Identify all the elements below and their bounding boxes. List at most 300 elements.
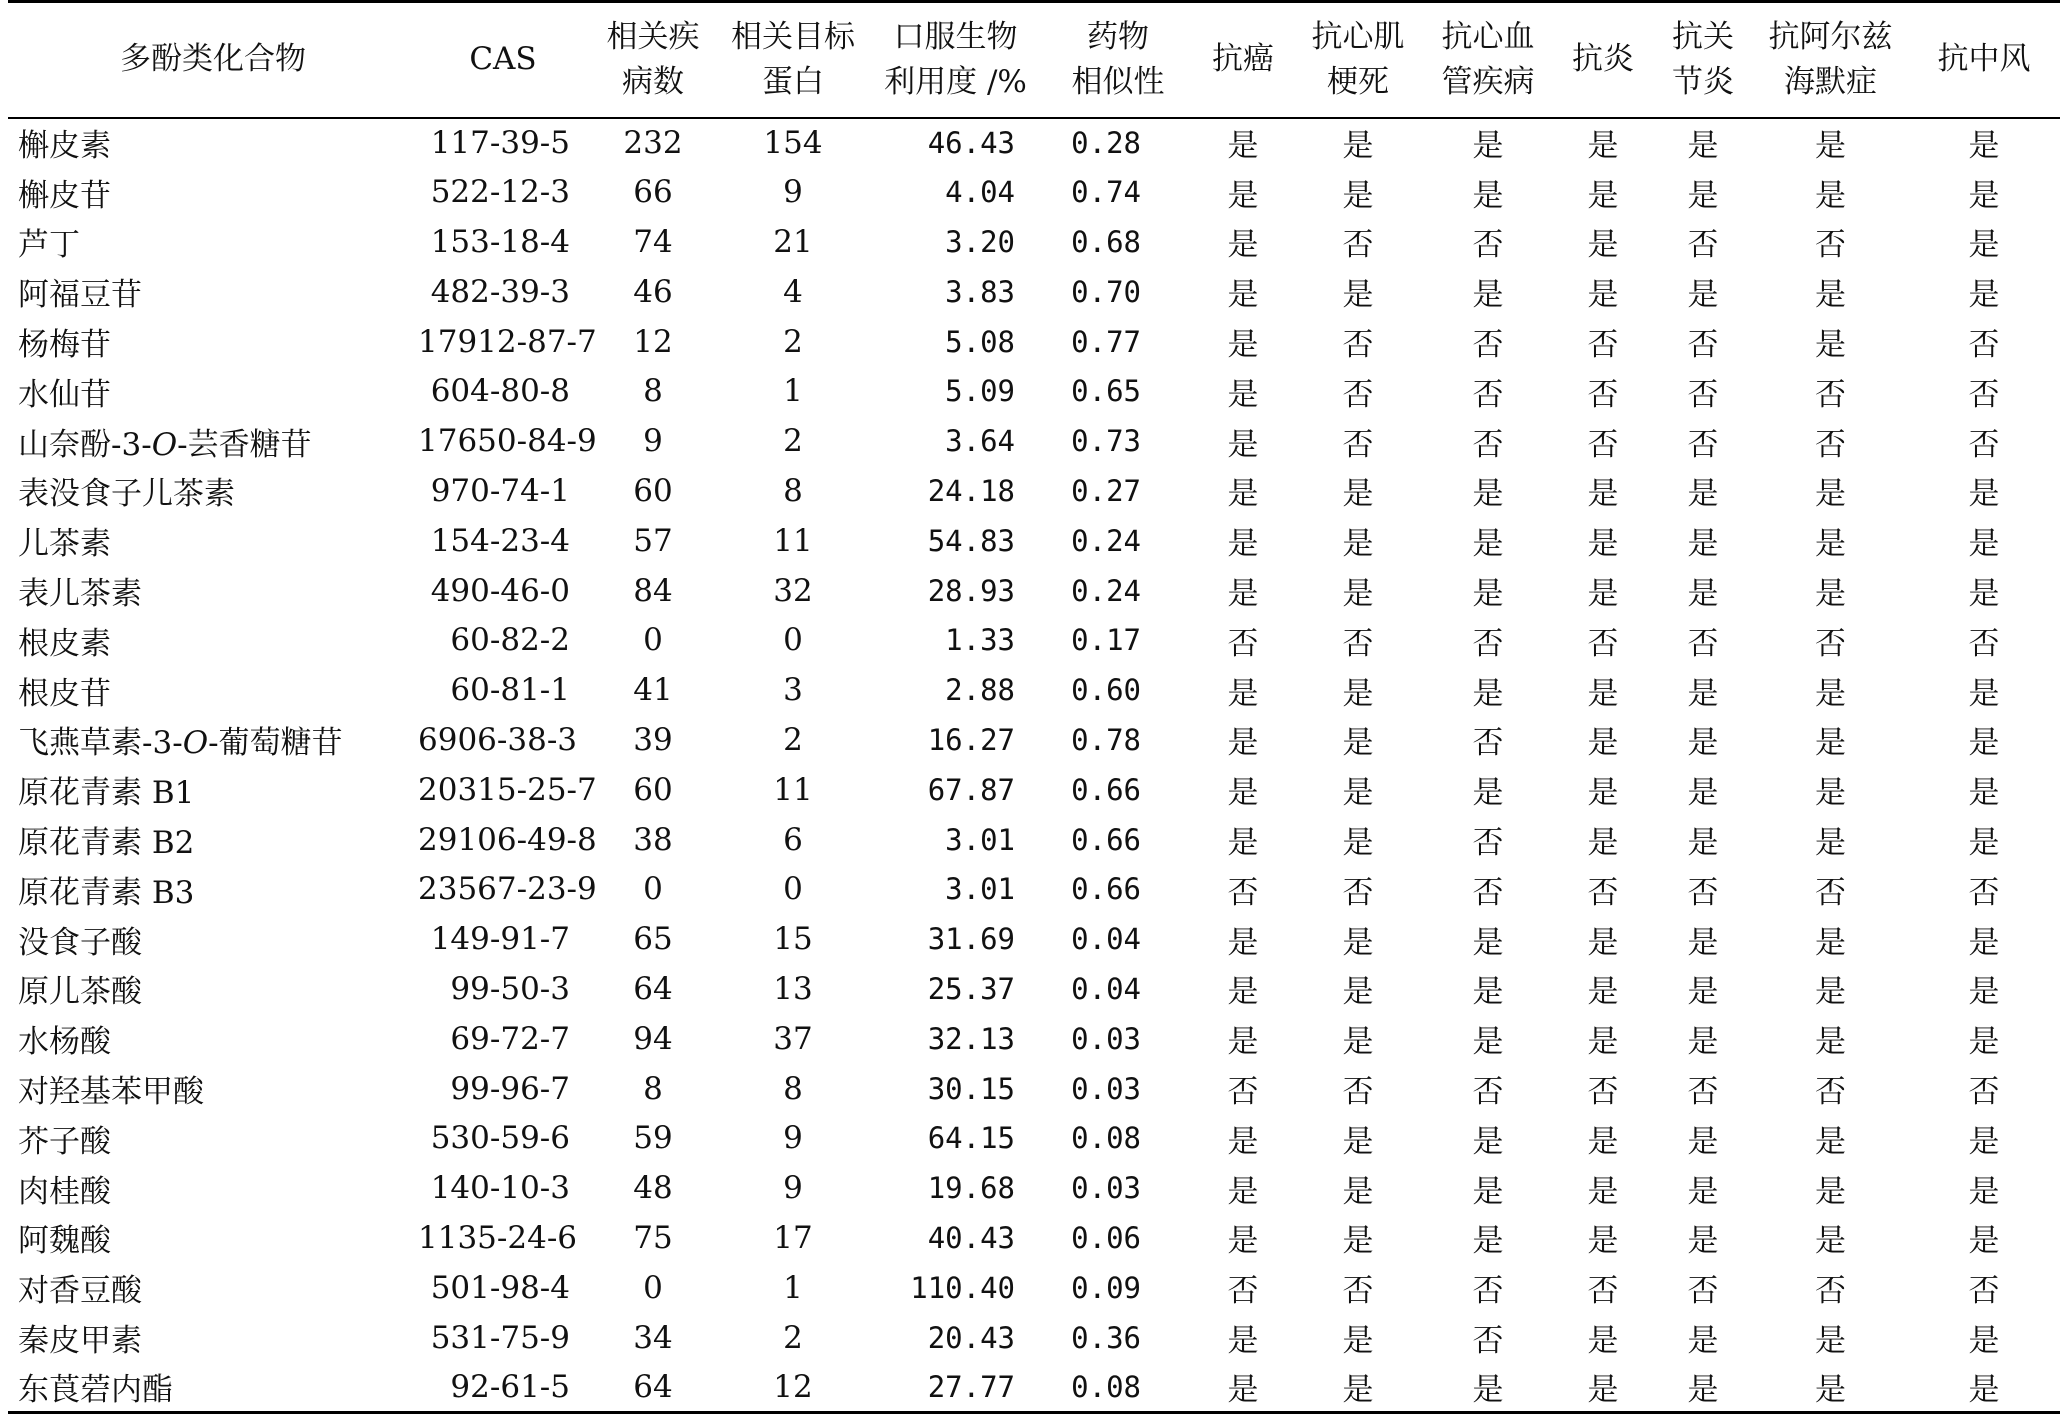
bioavailability-value: 28.93 [927,573,1015,608]
activity-flag: 是 [1227,825,1259,862]
activity-flag: 是 [1342,825,1374,862]
target-count: 13 [773,970,813,1007]
activity-flag: 是 [1753,1362,1908,1412]
activity-flag: 是 [1587,128,1619,165]
target-count: 3 [783,672,803,709]
activity-flag: 是 [1687,1323,1719,1360]
activity-flag: 是 [1587,1123,1619,1160]
activity-flag: 是 [1227,675,1259,712]
activity-flag: 是 [1342,177,1374,214]
header-line: 抗中风 [1937,41,2031,78]
activity-flag: 是 [1227,476,1259,513]
bioavailability-value: 3.83 [945,274,1015,309]
compound-name: 山奈酚-3-O-芸香糖苷 [18,426,312,463]
table-row [8,118,2060,168]
header-line: 病数 [622,63,684,100]
activity-flag: 是 [1227,526,1259,563]
activity-flag: 是 [1472,526,1504,563]
bioavailability-value: 25.37 [927,971,1015,1006]
header-anticancer [1193,2,1293,118]
bioavailability-value: 20.43 [927,1320,1015,1355]
activity-flag: 是 [1968,476,2000,513]
activity-flag: 是 [1342,974,1374,1011]
cas-number: 17650-84-9 [418,423,597,460]
activity-flag: 是 [1968,1024,2000,1061]
activity-flag: 是 [1815,675,1846,712]
header-line: 海默症 [1784,63,1877,100]
header-row [8,2,2060,118]
header-line: 药物 [1087,18,1149,55]
activity-flag: 是 [1342,1323,1374,1360]
activity-flag: 是 [1587,725,1619,762]
header-line: 梗死 [1327,63,1389,100]
bioavailability-value: 1.33 [945,623,1015,658]
activity-flag: 否 [1815,426,1846,463]
bioavailability-value: 46.43 [927,125,1015,160]
activity-flag: 是 [1193,1362,1293,1412]
drug-likeness-value: 0.78 [1071,722,1141,757]
table-row [8,317,2060,367]
disease-count: 0 [643,622,663,659]
table-row [8,1213,2060,1263]
activity-flag: 是 [1968,825,2000,862]
activity-flag: 是 [1687,476,1719,513]
compound-name: 儿茶素 [18,526,111,563]
activity-flag: 否 [1227,874,1259,911]
bioavailability-value: 27.77 [868,1362,1043,1412]
activity-flag: 是 [1968,775,2000,812]
activity-flag: 否 [1968,426,2000,463]
activity-flag: 是 [1687,725,1719,762]
polyphenol-table-container [8,0,2060,1414]
activity-flag: 是 [1587,177,1619,214]
activity-flag: 是 [1587,675,1619,712]
activity-flag: 否 [1587,376,1619,413]
table-row [8,1064,2060,1114]
activity-flag: 是 [1342,675,1374,712]
activity-flag: 是 [1342,725,1374,762]
target-count: 12 [718,1362,868,1412]
drug-likeness-value: 0.66 [1071,822,1141,857]
cas-number: 140-10-3 [430,1170,570,1207]
header-line: 多酚类化合物 [120,41,306,78]
activity-flag: 是 [1587,476,1619,513]
activity-flag: 否 [1472,874,1504,911]
bioavailability-value: 64.15 [927,1121,1015,1156]
activity-flag: 否 [1687,1273,1719,1310]
activity-flag: 是 [1553,1362,1653,1412]
cas-number: 117-39-5 [430,124,570,161]
compound-name: 表儿茶素 [18,576,142,613]
disease-count: 94 [633,1020,673,1057]
cas-number: 149-91-7 [430,921,570,958]
activity-flag: 是 [1587,1024,1619,1061]
header-line: 抗心肌 [1311,18,1405,55]
cas-number: 60-82-2 [450,622,570,659]
activity-flag: 是 [1815,177,1846,214]
activity-flag: 否 [1687,376,1719,413]
activity-flag: 是 [1587,277,1619,314]
activity-flag: 否 [1815,1074,1846,1111]
activity-flag: 否 [1687,227,1719,264]
table-body [8,118,2060,1413]
cas-number: 99-50-3 [450,970,570,1007]
target-count: 9 [783,1170,803,1207]
bioavailability-value: 31.69 [927,922,1015,957]
activity-flag: 否 [1472,725,1504,762]
disease-count: 9 [643,423,663,460]
bioavailability-value: 3.01 [945,822,1015,857]
header-line: 抗癌 [1212,41,1274,78]
drug-likeness-value: 0.70 [1071,274,1141,309]
disease-count: 64 [588,1362,718,1412]
target-count: 11 [773,522,813,559]
activity-flag: 是 [1968,1123,2000,1160]
drug-likeness-value: 0.68 [1071,224,1141,259]
activity-flag: 是 [1472,1123,1504,1160]
activity-flag: 是 [1423,1362,1553,1412]
target-count: 17 [773,1219,813,1256]
activity-flag: 是 [1687,974,1719,1011]
activity-flag: 是 [1342,1024,1374,1061]
activity-flag: 否 [1342,874,1374,911]
table-row [8,765,2060,815]
bioavailability-value: 3.20 [945,224,1015,259]
compound-name: 原花青素 B3 [18,874,195,911]
activity-flag: 是 [1968,974,2000,1011]
activity-flag: 是 [1472,924,1504,961]
target-count: 2 [783,721,803,758]
activity-flag: 否 [1227,1074,1259,1111]
cas-number: 17912-87-7 [418,323,597,360]
header-anti-arthritis [1653,2,1753,118]
activity-flag: 是 [1968,576,2000,613]
target-count: 37 [773,1020,813,1057]
compound-name: 肉桂酸 [18,1173,111,1210]
table-row [8,516,2060,566]
activity-flag: 是 [1908,1362,2060,1412]
activity-flag: 是 [1687,128,1719,165]
table-row [8,366,2060,416]
bioavailability-value: 24.18 [927,473,1015,508]
table-row [8,466,2060,516]
disease-count: 74 [633,223,673,260]
compound-name: 芥子酸 [18,1123,111,1160]
target-count: 15 [773,921,813,958]
drug-likeness-value: 0.66 [1071,772,1141,807]
target-count: 154 [763,124,823,161]
activity-flag: 否 [1587,327,1619,364]
activity-flag: 是 [1227,327,1259,364]
activity-flag: 是 [1472,277,1504,314]
activity-flag: 否 [1815,376,1846,413]
activity-flag: 否 [1968,376,2000,413]
compound-name: 东莨菪内酯 [8,1362,418,1412]
disease-count: 0 [643,1269,663,1306]
disease-count: 39 [633,721,673,758]
activity-flag: 否 [1815,227,1846,264]
activity-flag: 是 [1815,1173,1846,1210]
table-row [8,665,2060,715]
header-line: 相似性 [1071,63,1165,100]
disease-count: 84 [633,572,673,609]
header-anti-myocardial-infarction [1293,2,1423,118]
disease-count: 65 [633,921,673,958]
activity-flag: 否 [1587,874,1619,911]
activity-flag: 是 [1587,825,1619,862]
activity-flag: 是 [1815,725,1846,762]
cas-number: 69-72-7 [450,1020,570,1057]
compound-name: 槲皮苷 [18,177,111,214]
disease-count: 46 [633,273,673,310]
activity-flag: 是 [1342,576,1374,613]
activity-flag: 否 [1342,1074,1374,1111]
target-count: 11 [773,771,813,808]
table-row [8,1113,2060,1163]
header-line: CAS [469,41,537,78]
header-line: 管疾病 [1441,63,1535,100]
target-count: 1 [783,373,803,410]
activity-flag: 否 [1342,327,1374,364]
compound-name: 对香豆酸 [18,1273,142,1310]
activity-flag: 否 [1687,426,1719,463]
activity-flag: 否 [1342,1273,1374,1310]
drug-likeness-value: 0.66 [1071,872,1141,907]
compound-name: 原花青素 B2 [18,825,195,862]
activity-flag: 是 [1342,277,1374,314]
header-line: 相关目标 [731,18,855,55]
activity-flag: 是 [1687,526,1719,563]
bioavailability-value: 16.27 [927,722,1015,757]
header-anti-inflammatory [1553,2,1653,118]
activity-flag: 是 [1227,426,1259,463]
table-row [8,615,2060,665]
activity-flag: 是 [1587,1173,1619,1210]
activity-flag: 否 [1968,874,2000,911]
activity-flag: 是 [1968,1223,2000,1260]
activity-flag: 是 [1968,1173,2000,1210]
cas-number: 23567-23-9 [418,871,597,908]
compound-name: 芦丁 [18,227,80,264]
compound-name: 原儿茶酸 [18,974,142,1011]
compound-name: 表没食子儿茶素 [18,476,235,513]
activity-flag: 是 [1227,227,1259,264]
activity-flag: 是 [1293,1362,1423,1412]
activity-flag: 否 [1342,426,1374,463]
compound-name: 水仙苷 [18,376,111,413]
target-count: 32 [773,572,813,609]
activity-flag: 是 [1687,1173,1719,1210]
compound-name: 秦皮甲素 [18,1323,142,1360]
drug-likeness-value: 0.03 [1071,1071,1141,1106]
activity-flag: 是 [1587,1323,1619,1360]
header-line: 抗炎 [1572,41,1634,78]
activity-flag: 是 [1227,177,1259,214]
drug-likeness-value: 0.08 [1071,1121,1141,1156]
activity-flag: 是 [1587,924,1619,961]
activity-flag: 是 [1587,1223,1619,1260]
drug-likeness-value: 0.03 [1071,1171,1141,1206]
activity-flag: 否 [1472,426,1504,463]
activity-flag: 否 [1472,327,1504,364]
bioavailability-value: 67.87 [927,772,1015,807]
table-row [8,416,2060,466]
activity-flag: 否 [1815,1273,1846,1310]
drug-likeness-value: 0.04 [1071,971,1141,1006]
activity-flag: 是 [1587,974,1619,1011]
activity-flag: 是 [1342,1173,1374,1210]
header-compound [8,2,418,118]
cas-number: 530-59-6 [430,1120,570,1157]
activity-flag: 否 [1342,227,1374,264]
activity-flag: 是 [1472,1024,1504,1061]
compound-name: 根皮苷 [18,675,111,712]
bioavailability-value: 4.04 [945,175,1015,210]
table-row [8,964,2060,1014]
activity-flag: 是 [1342,128,1374,165]
activity-flag: 否 [1587,1074,1619,1111]
header-line: 利用度 /% [884,63,1027,100]
drug-likeness-value: 0.24 [1071,523,1141,558]
target-count: 0 [783,871,803,908]
bioavailability-value: 54.83 [927,523,1015,558]
activity-flag: 是 [1342,526,1374,563]
activity-flag: 是 [1687,775,1719,812]
disease-count: 8 [643,373,663,410]
drug-likeness-value: 0.03 [1071,1021,1141,1056]
bioavailability-value: 5.08 [945,324,1015,359]
activity-flag: 是 [1472,1223,1504,1260]
activity-flag: 是 [1815,576,1846,613]
activity-flag: 是 [1342,775,1374,812]
disease-count: 12 [633,323,673,360]
header-cas [418,2,588,118]
header-line: 节炎 [1672,63,1734,100]
header-line: 抗心血 [1441,18,1535,55]
activity-flag: 否 [1472,376,1504,413]
cas-number: 153-18-4 [430,223,570,260]
activity-flag: 是 [1472,476,1504,513]
bioavailability-value: 32.13 [927,1021,1015,1056]
activity-flag: 是 [1587,775,1619,812]
activity-flag: 否 [1968,1273,2000,1310]
cas-number: 29106-49-8 [418,821,597,858]
bioavailability-value: 30.15 [927,1071,1015,1106]
activity-flag: 是 [1815,775,1846,812]
activity-flag: 是 [1815,825,1846,862]
activity-flag: 是 [1687,1223,1719,1260]
cas-number: 522-12-3 [430,174,570,211]
compound-name: 杨梅苷 [18,327,111,364]
activity-flag: 是 [1815,1223,1846,1260]
activity-flag: 是 [1687,1024,1719,1061]
activity-flag: 否 [1687,327,1719,364]
disease-count: 48 [633,1170,673,1207]
activity-flag: 是 [1687,277,1719,314]
drug-likeness-value: 0.77 [1071,324,1141,359]
activity-flag: 否 [1472,227,1504,264]
drug-likeness-value: 0.36 [1071,1320,1141,1355]
activity-flag: 否 [1815,625,1846,662]
table-row [8,1163,2060,1213]
activity-flag: 是 [1587,227,1619,264]
activity-flag: 否 [1227,1273,1259,1310]
compound-name: 飞燕草素-3-O-葡萄糖苷 [18,725,343,762]
target-count: 0 [783,622,803,659]
cas-number: 154-23-4 [430,522,570,559]
table-row [8,167,2060,217]
activity-flag: 否 [1472,1323,1504,1360]
drug-likeness-value: 0.09 [1071,1270,1141,1305]
target-count: 4 [783,273,803,310]
table-row [8,217,2060,267]
cas-number: 490-46-0 [430,572,570,609]
drug-likeness-value: 0.73 [1071,424,1141,459]
activity-flag: 是 [1227,576,1259,613]
activity-flag: 是 [1968,227,2000,264]
cas-number: 604-80-8 [430,373,570,410]
cas-number: 970-74-1 [430,472,570,509]
activity-flag: 是 [1227,775,1259,812]
activity-flag: 否 [1472,1273,1504,1310]
drug-likeness-value: 0.28 [1071,125,1141,160]
table-row [8,715,2060,765]
activity-flag: 是 [1342,1123,1374,1160]
header-line: 口服生物 [893,18,1018,55]
table-row [8,566,2060,616]
cas-number: 482-39-3 [430,273,570,310]
disease-count: 41 [633,672,673,709]
activity-flag: 是 [1227,1024,1259,1061]
activity-flag: 是 [1968,675,2000,712]
drug-likeness-value: 0.60 [1071,673,1141,708]
activity-flag: 是 [1227,1173,1259,1210]
table-row [8,267,2060,317]
activity-flag: 否 [1968,625,2000,662]
cas-number: 60-81-1 [450,672,570,709]
bioavailability-value: 3.01 [945,872,1015,907]
activity-flag: 是 [1815,526,1846,563]
compound-name: 水杨酸 [18,1024,111,1061]
activity-flag: 否 [1342,376,1374,413]
activity-flag: 是 [1815,1323,1846,1360]
compound-name: 阿福豆苷 [18,277,142,314]
activity-flag: 是 [1587,526,1619,563]
drug-likeness-value: 0.27 [1071,473,1141,508]
header-disease-count [588,2,718,118]
disease-count: 232 [623,124,683,161]
table-row [8,864,2060,914]
disease-count: 66 [633,174,673,211]
drug-likeness-value: 0.04 [1071,922,1141,957]
activity-flag: 是 [1472,775,1504,812]
header-line: 抗关 [1672,18,1734,55]
disease-count: 59 [633,1120,673,1157]
activity-flag: 是 [1815,924,1846,961]
disease-count: 60 [633,472,673,509]
cas-number: 1135-24-6 [418,1219,578,1256]
activity-flag: 是 [1227,725,1259,762]
bioavailability-value: 19.68 [927,1171,1015,1206]
activity-flag: 否 [1587,1273,1619,1310]
header-line: 蛋白 [762,63,824,100]
compound-name: 阿魏酸 [18,1223,111,1260]
activity-flag: 是 [1472,177,1504,214]
activity-flag: 是 [1815,476,1846,513]
activity-flag: 否 [1472,1074,1504,1111]
header-anti-alzheimers [1753,2,1908,118]
activity-flag: 是 [1687,576,1719,613]
